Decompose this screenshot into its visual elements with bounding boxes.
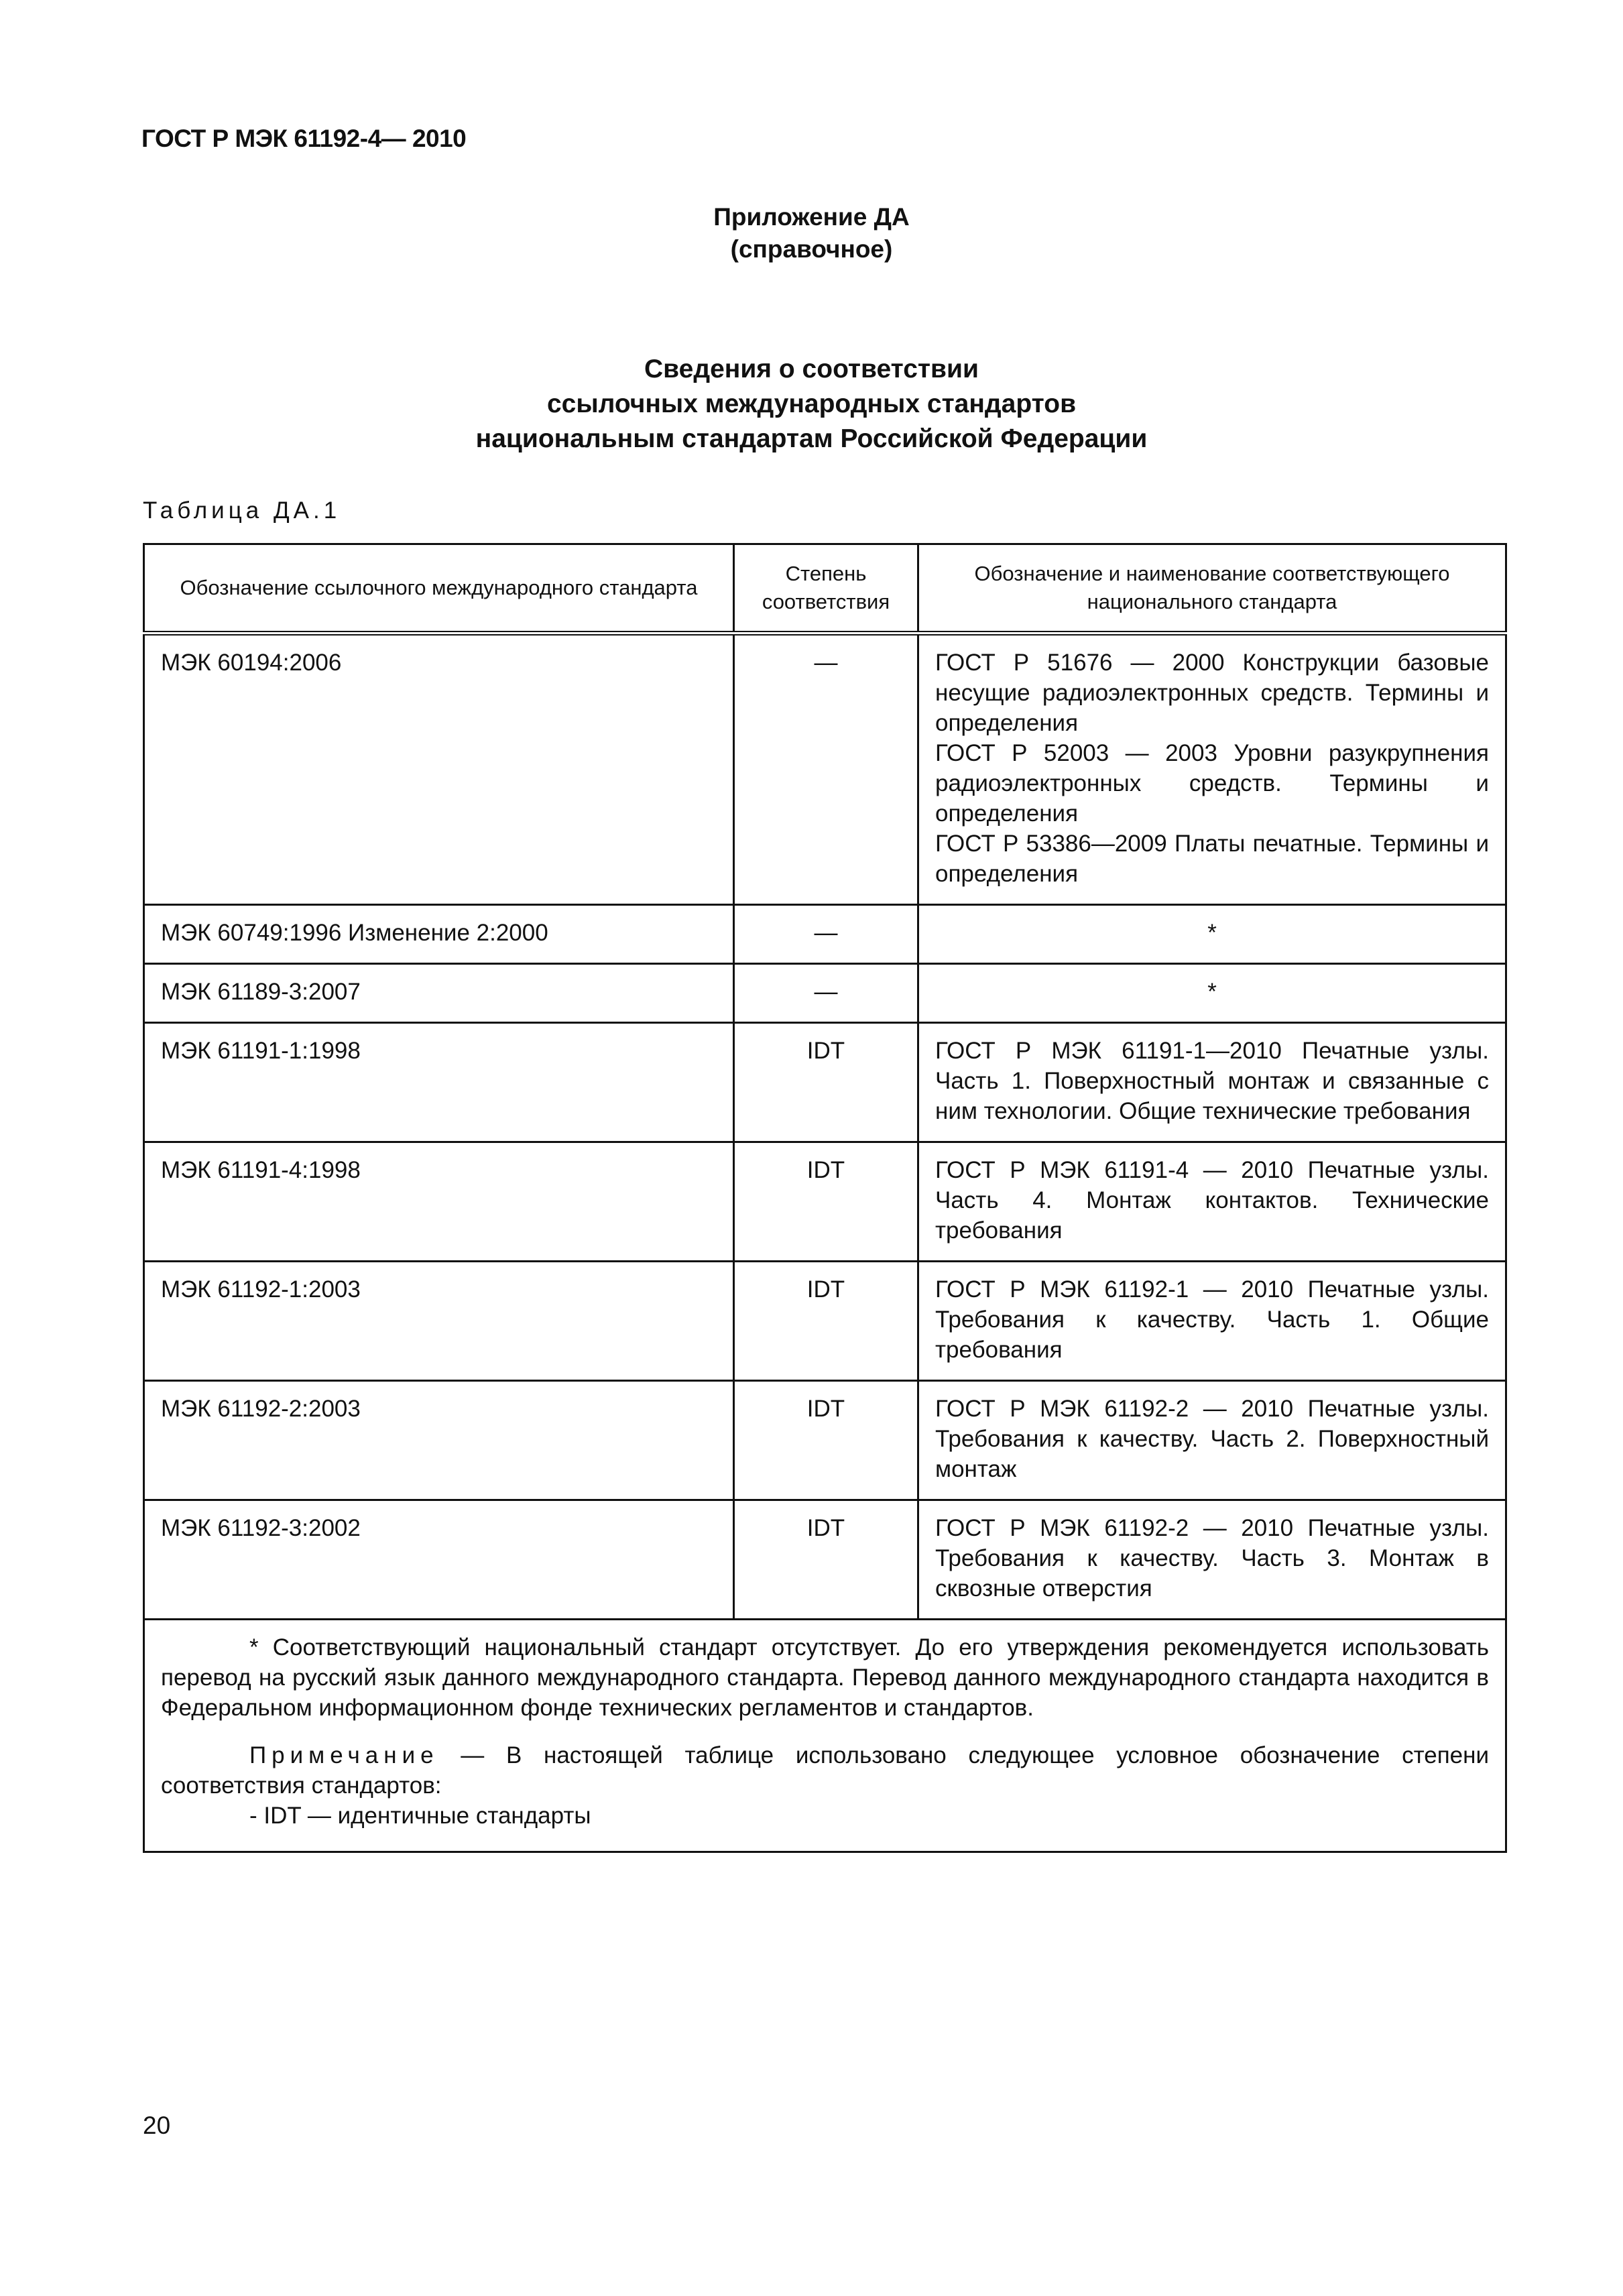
cell-national-standard: ГОСТ Р МЭК 61191-1—2010 Печатные узлы. Часть 1. Поверхностный монтаж и связанные с ним технологии. Общие технические требования — [918, 1023, 1506, 1142]
table-notes-row — [144, 1620, 1506, 1852]
table-row — [144, 633, 1506, 905]
appendix-title-line: национальным стандартам Российской Федерации — [475, 424, 1148, 453]
cell-intl-standard: МЭК 61192-2:2003 — [144, 1381, 734, 1500]
cell-intl-standard: МЭК 60749:1996 Изменение 2:2000 — [144, 905, 734, 964]
appendix-title-line: Сведения о соответствии — [644, 355, 979, 383]
column-header-intl: Обозначение ссылочного международного стандарта — [144, 544, 734, 633]
cell-degree: IDT — [734, 1500, 918, 1620]
cell-intl-standard: МЭК 61192-1:2003 — [144, 1262, 734, 1381]
table-row — [144, 1142, 1506, 1262]
appendix-title — [0, 352, 1623, 457]
cell-national-standard: ГОСТ Р МЭК 61192-2 — 2010 Печатные узлы. Требования к качеству. Часть 3. Монтаж в сквозные отверстия — [918, 1500, 1506, 1620]
cell-degree: IDT — [734, 1262, 918, 1381]
table-row — [144, 964, 1506, 1023]
cell-intl-standard: МЭК 61189-3:2007 — [144, 964, 734, 1023]
national-standard-entry: ГОСТ Р 53386—2009 Платы печатные. Термины и определения — [935, 831, 1489, 887]
table-header-row — [144, 544, 1506, 633]
document-code: ГОСТ Р МЭК 61192-4— 2010 — [141, 125, 467, 152]
correspondence-table — [143, 543, 1507, 1853]
cell-national-standard — [918, 633, 1506, 905]
cell-degree: IDT — [734, 1381, 918, 1500]
cell-intl-standard: МЭК 60194:2006 — [144, 633, 734, 905]
footnote: * Соответствующий национальный стандарт отсутствует. До его утверждения рекомендуется использовать перевод на русский язык данного международного стандарта. Перевод данного международного стандарта находится в Федеральном информационном фонде технических регламентов и стандартов. — [161, 1634, 1489, 1721]
column-header-degree: Степень соответствия — [734, 544, 918, 633]
national-standard-entry: ГОСТ Р 51676 — 2000 Конструкции базовые несущие радиоэлектронных средств. Термины и определения — [935, 650, 1489, 736]
table-label: Таблица ДА.1 — [143, 497, 341, 524]
table-row — [144, 1023, 1506, 1142]
cell-degree: — — [734, 964, 918, 1023]
cell-national-standard: ГОСТ Р МЭК 61192-2 — 2010 Печатные узлы. Требования к качеству. Часть 2. Поверхностный монтаж — [918, 1381, 1506, 1500]
cell-intl-standard: МЭК 61191-4:1998 — [144, 1142, 734, 1262]
note-text: — В настоящей таблице использовано следующее условное обозначение степени соответствия стандартов: — [161, 1742, 1489, 1799]
cell-national-standard: ГОСТ Р МЭК 61192-1 — 2010 Печатные узлы. Требования к качеству. Часть 1. Общие требования — [918, 1262, 1506, 1381]
table-row — [144, 1381, 1506, 1500]
appendix-name: Приложение ДА — [713, 203, 910, 231]
appendix-title-line: ссылочных международных стандартов — [546, 389, 1077, 418]
page-number: 20 — [143, 2112, 171, 2139]
column-header-national: Обозначение и наименование соответствующего национального стандарта — [918, 544, 1506, 633]
note-item: - IDT — идентичные стандарты — [249, 1803, 591, 1829]
note — [161, 1740, 1489, 1801]
cell-intl-standard: МЭК 61192-3:2002 — [144, 1500, 734, 1620]
note-label: Примечание — [249, 1742, 439, 1768]
cell-degree: IDT — [734, 1142, 918, 1262]
appendix-kind: (справочное) — [730, 235, 893, 263]
national-standard-entry: ГОСТ Р 52003 — 2003 Уровни разукрупнения радиоэлектронных средств. Термины и определения — [935, 740, 1489, 827]
cell-national-standard: * — [918, 905, 1506, 964]
appendix-heading — [0, 201, 1623, 265]
table-row — [144, 905, 1506, 964]
cell-national-standard: * — [918, 964, 1506, 1023]
cell-degree: IDT — [734, 1023, 918, 1142]
table-row — [144, 1262, 1506, 1381]
cell-intl-standard: МЭК 61191-1:1998 — [144, 1023, 734, 1142]
cell-degree: — — [734, 633, 918, 905]
cell-national-standard: ГОСТ Р МЭК 61191-4 — 2010 Печатные узлы. Часть 4. Монтаж контактов. Технические требования — [918, 1142, 1506, 1262]
cell-degree: — — [734, 905, 918, 964]
table-row — [144, 1500, 1506, 1620]
table-notes — [144, 1620, 1506, 1852]
